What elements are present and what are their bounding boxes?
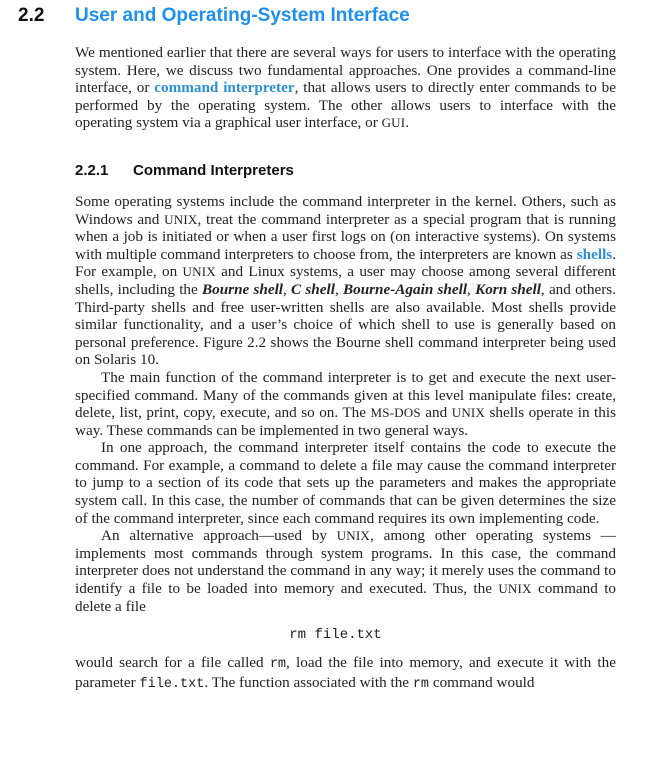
section-heading <box>18 5 410 27</box>
section-title: User and Operating-System Interface <box>75 5 410 26</box>
subsection-title: Command Interpreters <box>133 161 294 179</box>
paragraph-rm-explanation: would search for a file called rm, load the file into memory, and execute it with the parameter file.txt. The function associated with the rm command would <box>75 654 616 692</box>
paragraph-approach-two: An alternative approach—used by UNIX, among other operating systems —implements most commands through system programs. In this case, the command interpreter does not understand the command in any way; it merely uses the command to identify a file to be loaded into memory and executed. Thus, the UNIX command to delete a file <box>75 527 617 615</box>
paragraph-main-function: The main function of the command interpreter is to get and execute the next user-specified command. Many of the commands given at this level manipulate files: create, delete, list, print, copy, execute, and so on. The MS-DOS and UNIX shells operate in this way. These commands can be implemented in two general ways. <box>75 368 616 439</box>
subsection-heading <box>75 162 616 179</box>
section-number: 2.2 <box>18 5 45 26</box>
paragraph-approach-one: In one approach, the command interpreter itself contains the code to execute the command. For example, a command to delete a file may cause the command interpreter to jump to a section of its code that sets up the parameters and makes the appropriate system call. In this case, the number of commands that can be given determines the size of the command interpreter, since each command requires its own implementing code. <box>75 439 616 527</box>
subsection-number: 2.2.1 <box>75 161 109 179</box>
term-command-interpreter: command interpreter <box>154 79 295 97</box>
page-content <box>75 44 616 693</box>
intro-paragraph: We mentioned earlier that there are several ways for users to interface with the operating system. Here, we discuss two fundamental approaches. One provides a command-line interface, or command interpreter, that allows users to directly enter commands to be performed by the operating system. The other allows users to interface with the operating system via a graphical user interface, or GUI. <box>75 44 617 132</box>
term-shells: shells <box>576 245 613 263</box>
paragraph-shells: Some operating systems include the command interpreter in the kernel. Others, such as Windows and UNIX, treat the command interpreter as a special program that is running when a job is initiated or when a user first logs on (on interactive systems). On systems with multiple command interpreters to choose from, the interpreters are known as shells. For example, on UNIX and Linux systems, a user may choose among several different shells, including the Bourne shell, C shell, Bourne-Again shell, Korn shell, and others. Third-party shells and free user-written shells are also available. Most shells provide similar functionality, and a user’s choice of which shell to use is generally based on personal preference. Figure 2.2 shows the Bourne shell command interpreter being used on Solaris 10. <box>75 192 617 369</box>
code-example: rm file.txt <box>289 627 382 644</box>
